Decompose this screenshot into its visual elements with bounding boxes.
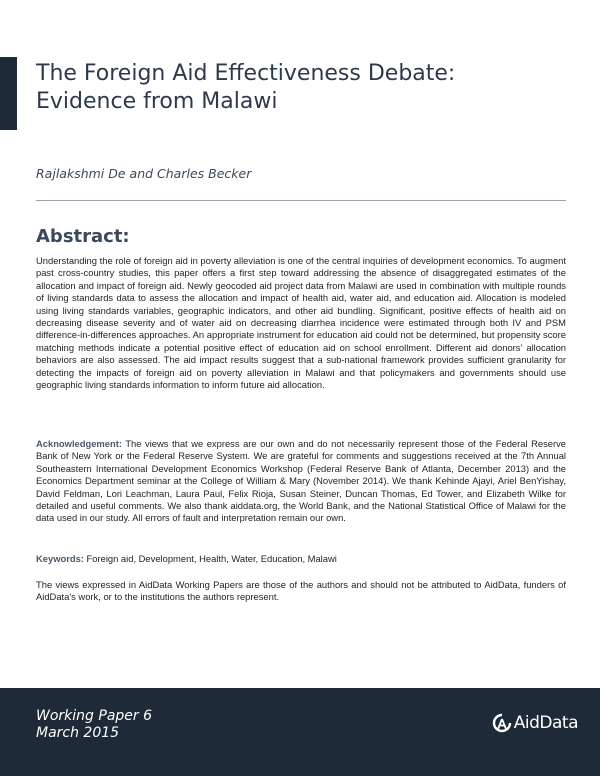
abstract-body: Understanding the role of foreign aid in poverty alleviation is one of the central inquiries of development economics. To augment past cross-country studies, this paper offers a first step toward addressing the absence of disaggregated estimates of the allocation and impact of foreign aid. Newly geocoded aid project data from Malawi are used in combination with multiple rounds of living standards data to assess the allocation and impact of health aid, water aid, and education aid. Allocation is modeled using living standards variables, geographic indicators, and other aid bundling. Significant, positive effects of health aid on decreasing disease severity and of water aid on decreasing diarrhea incidence were estimated through both IV and PSM difference-in-differences approaches. An appropriate instrument for education aid could not be determined, but propensity score matching methods indicate a potential positive effect of education aid on school enrollment. Different aid donors' allocation behaviors are also assessed. The aid impact results suggest that a sub-national framework provides sufficient granularity for detecting the impacts of foreign aid on poverty alleviation in Malawi and that policymakers and governments should use geographic living standards information to inform future aid allocation. [36, 255, 566, 391]
acknowledgement-text: The views that we express are our own and do not necessarily represent those of the Federal Reserve Bank of New York or the Federal Reserve System. We are grateful for comments and suggestions received at the 7th Annual Southeastern International Development Economics Workshop (Federal Reserve Bank of Atlanta, December 2013) and the Economics Department seminar at the College of William & Mary (November 2014). We thank Kehinde Ajayi, Ariel BenYishay, David Feldman, Lori Leachman, Laura Paul, Felix Rioja, Susan Steiner, Duncan Thomas, Ed Tower, and Elizabeth Wilke for detailed and useful comments. We also thank aiddata.org, the World Bank, and the National Statistical Office of Malawi for the data used in our study. All errors of fault and interpretation remain our own. [36, 438, 566, 524]
acknowledgement [36, 438, 566, 525]
divider [36, 200, 566, 201]
title-line-2: Evidence from Malawi [36, 89, 278, 114]
keywords [36, 553, 566, 565]
keywords-text: Foreign aid, Development, Health, Water, Education, Malawi [83, 553, 337, 564]
page-title [36, 60, 576, 116]
aiddata-logo [492, 710, 578, 736]
authors: Rajlakshmi De and Charles Becker [36, 166, 252, 181]
aiddata-logo-icon [492, 713, 512, 733]
title-line-1: The Foreign Aid Effectiveness Debate: [36, 61, 456, 86]
publication-date: March 2015 [36, 725, 120, 741]
keywords-label: Keywords: [36, 553, 84, 564]
disclaimer: The views expressed in AidData Working Papers are those of the authors and should not be attributed to AidData, funders of AidData's work, or to the institutions the authors represent. [36, 579, 566, 603]
abstract-heading: Abstract: [36, 226, 130, 247]
accent-bar [0, 57, 17, 130]
acknowledgement-label: Acknowledgement: [36, 438, 122, 449]
footer-band [0, 688, 600, 776]
logo-text: AidData [513, 713, 578, 733]
working-paper-number: Working Paper 6 [36, 708, 153, 724]
